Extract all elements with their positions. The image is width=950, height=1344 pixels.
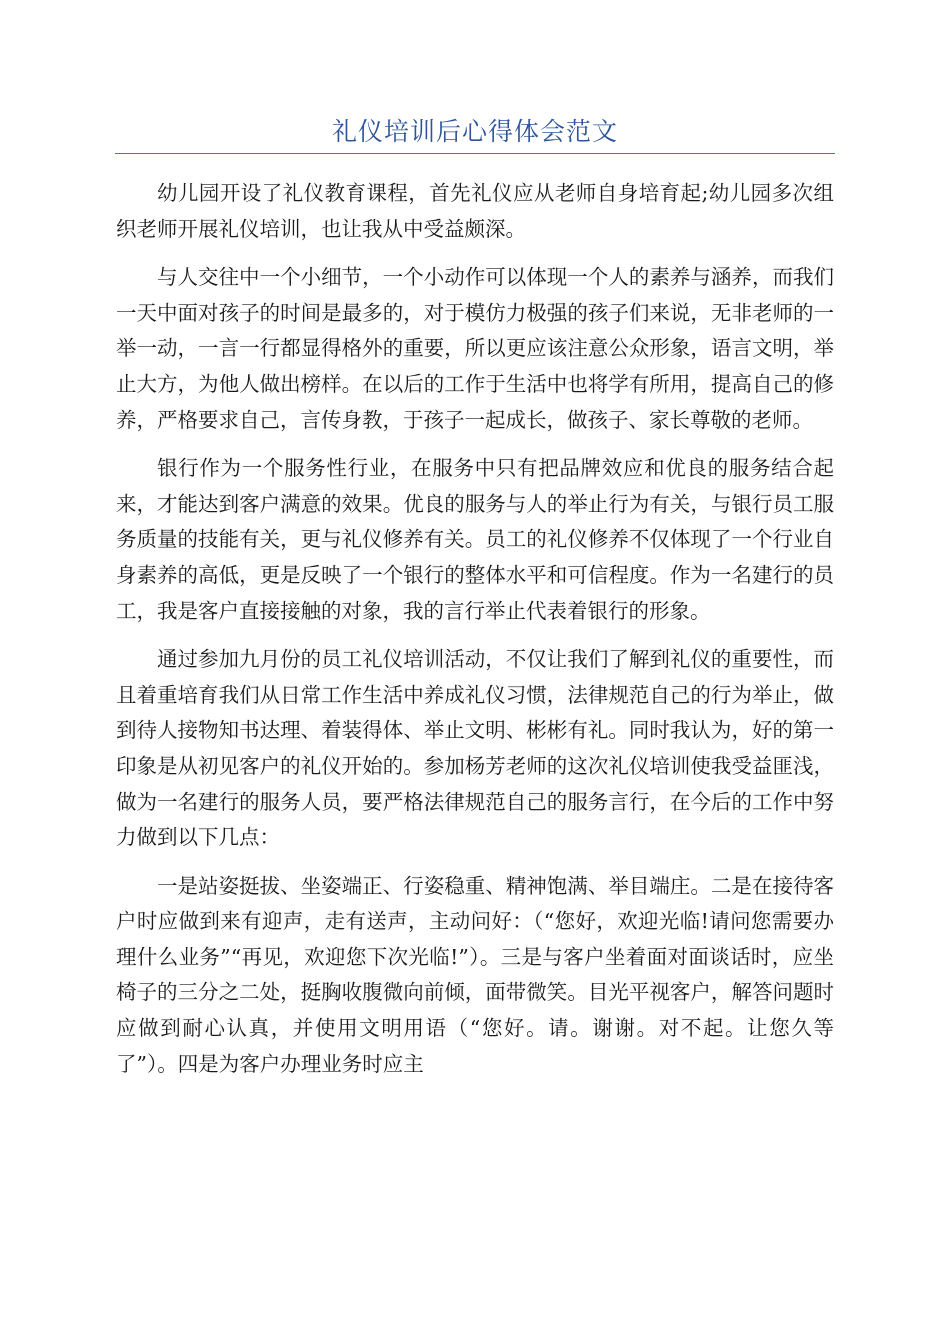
paragraph-4: 通过参加九月份的员工礼仪培训活动，不仅让我们了解到礼仪的重要性，而且着重培育我们从日常工作生活中养成礼仪习惯，法律规范自己的行为举止，做到待人接物知书达理、着装得体、举止文明、彬彬有礼。同时我认为，好的第一印象是从初见客户的礼仪开始的。参加杨芳老师的这次礼仪培训使我受益匪浅，做为一名建行的服务人员，要严格法律规范自己的服务言行，在今后的工作中努力做到以下几点： [116, 647, 834, 850]
paragraph-2: 与人交往中一个小细节，一个小动作可以体现一个人的素养与涵养，而我们一天中面对孩子的时间是最多的，对于模仿力极强的孩子们来说，无非老师的一举一动，一言一行都显得格外的重要，所以更应该注意公众形象，语言文明，举止大方，为他人做出榜样。在以后的工作于生活中也将学有所用，提高自己的修养，严格要求自己，言传身教，于孩子一起成长，做孩子、家长尊敬的老师。 [116, 265, 834, 432]
document-title: 礼仪培训后心得体会范文 [331, 117, 618, 146]
paragraph-3: 银行作为一个服务性行业，在服务中只有把品牌效应和优良的服务结合起来，才能达到客户满意的效果。优良的服务与人的举止行为有关，与银行员工服务质量的技能有关，更与礼仪修养有关。员工的礼仪修养不仅体现了一个行业自身素养的高低，更是反映了一个银行的整体水平和可信程度。作为一名建行的员工，我是客户直接接触的对象，我的言行举止代表着银行的形象。 [116, 456, 834, 623]
paragraph-1: 幼儿园开设了礼仪教育课程，首先礼仪应从老师自身培育起;幼儿园多次组织老师开展礼仪培训，也让我从中受益颇深。 [116, 181, 834, 241]
document-body [116, 176, 834, 1095]
paragraph-5: 一是站姿挺拔、坐姿端正、行姿稳重、精神饱满、举目端庄。二是在接待客户时应做到来有迎声，走有送声，主动问好：（“您好，欢迎光临!请问您需要办理什么业务”“再见，欢迎您下次光临!”）。三是与客户坐着面对面谈话时，应坐椅子的三分之二处，挺胸收腹微向前倾，面带微笑。目光平视客户，解答问题时应做到耐心认真，并使用文明用语（“您好。请。谢谢。对不起。让您久等了”）。四是为客户办理业务时应主 [116, 873, 834, 1076]
title-underline [115, 153, 835, 154]
